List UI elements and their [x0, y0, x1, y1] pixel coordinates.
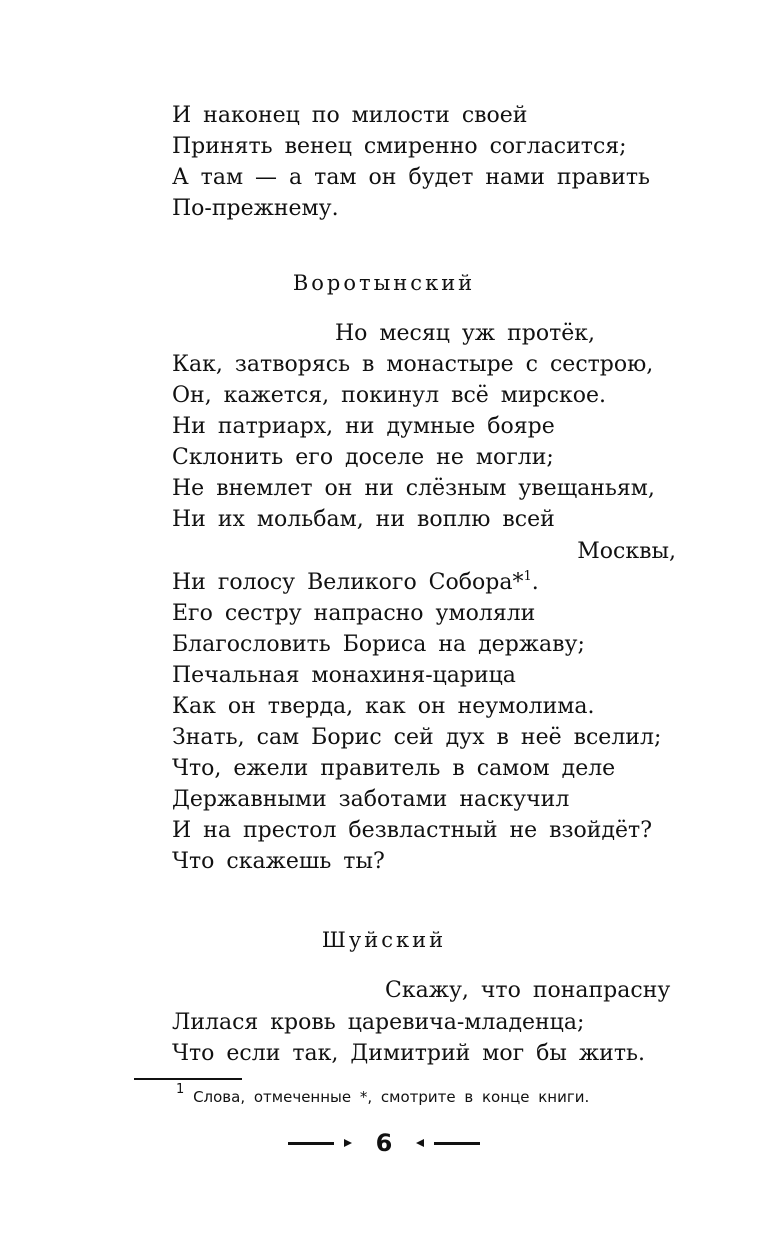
footnote-reference: 1: [523, 569, 532, 584]
verse-line: Лилася кровь царевича-младенца;: [172, 1010, 585, 1035]
page-number-ornament: [0, 1126, 768, 1160]
verse-line: Ни их мольбам, ни воплю всей: [172, 507, 555, 532]
verse-line: Скажу, что понапрасну: [385, 978, 671, 1003]
verse-line: Что скажешь ты?: [172, 849, 385, 874]
verse-line: Печальная монахиня-царица: [172, 663, 516, 688]
ornament-bar-left: [288, 1142, 334, 1145]
verse-line: Державными заботами наскучил: [172, 787, 570, 812]
verse-line: Ни патриарх, ни думные бояре: [172, 414, 555, 439]
verse-line: Его сестру напрасно умоляли: [172, 601, 536, 626]
verse-line: Не внемлет он ни слёзным увещаньям,: [172, 476, 655, 501]
ornament-bar-right: [434, 1142, 480, 1145]
verse-line: Что если так, Димитрий мог бы жить.: [172, 1041, 645, 1066]
verse-line: Благословить Бориса на державу;: [172, 632, 585, 657]
verse-line: А там — а там он будет нами править: [172, 165, 650, 190]
verse-line: Как он тверда, как он неумолима.: [172, 694, 595, 719]
ornament-arrow-left: [344, 1139, 352, 1147]
page-number: 6: [375, 1129, 393, 1157]
speaker-name: Шуйский: [321, 928, 447, 952]
verse-line: [172, 567, 539, 598]
verse-line: И на престол безвластный не взойдёт?: [172, 818, 652, 843]
verse-line: По-прежнему.: [172, 196, 339, 221]
ornament-arrow-right: [416, 1139, 424, 1147]
verse-line: Склонить его доселе не могли;: [172, 445, 554, 470]
verse-text: .: [531, 570, 539, 595]
verse-line: Он, кажется, покинул всё мирское.: [172, 383, 606, 408]
verse-line: Знать, сам Борис сей дух в неё вселил;: [172, 725, 662, 750]
verse-line-carryover: Москвы,: [577, 539, 676, 564]
verse-line: Но месяц уж протёк,: [335, 321, 595, 346]
verse-line: Принять венец смиренно согласится;: [172, 134, 627, 159]
footnote-text: Слова, отмеченные *, смотрите в конце книги.: [193, 1088, 590, 1106]
verse-text: Ни голосу Великого Собора*: [172, 570, 524, 595]
verse-line: И наконец по милости своей: [172, 103, 528, 128]
footnote: [176, 1082, 590, 1106]
footnote-rule: [134, 1078, 242, 1080]
speaker-name: Воротынский: [292, 271, 476, 295]
verse-line: Что, ежели правитель в самом деле: [172, 756, 616, 781]
verse-line: Как, затворясь в монастыре с сестрою,: [172, 352, 654, 377]
footnote-marker: 1: [176, 1082, 185, 1097]
